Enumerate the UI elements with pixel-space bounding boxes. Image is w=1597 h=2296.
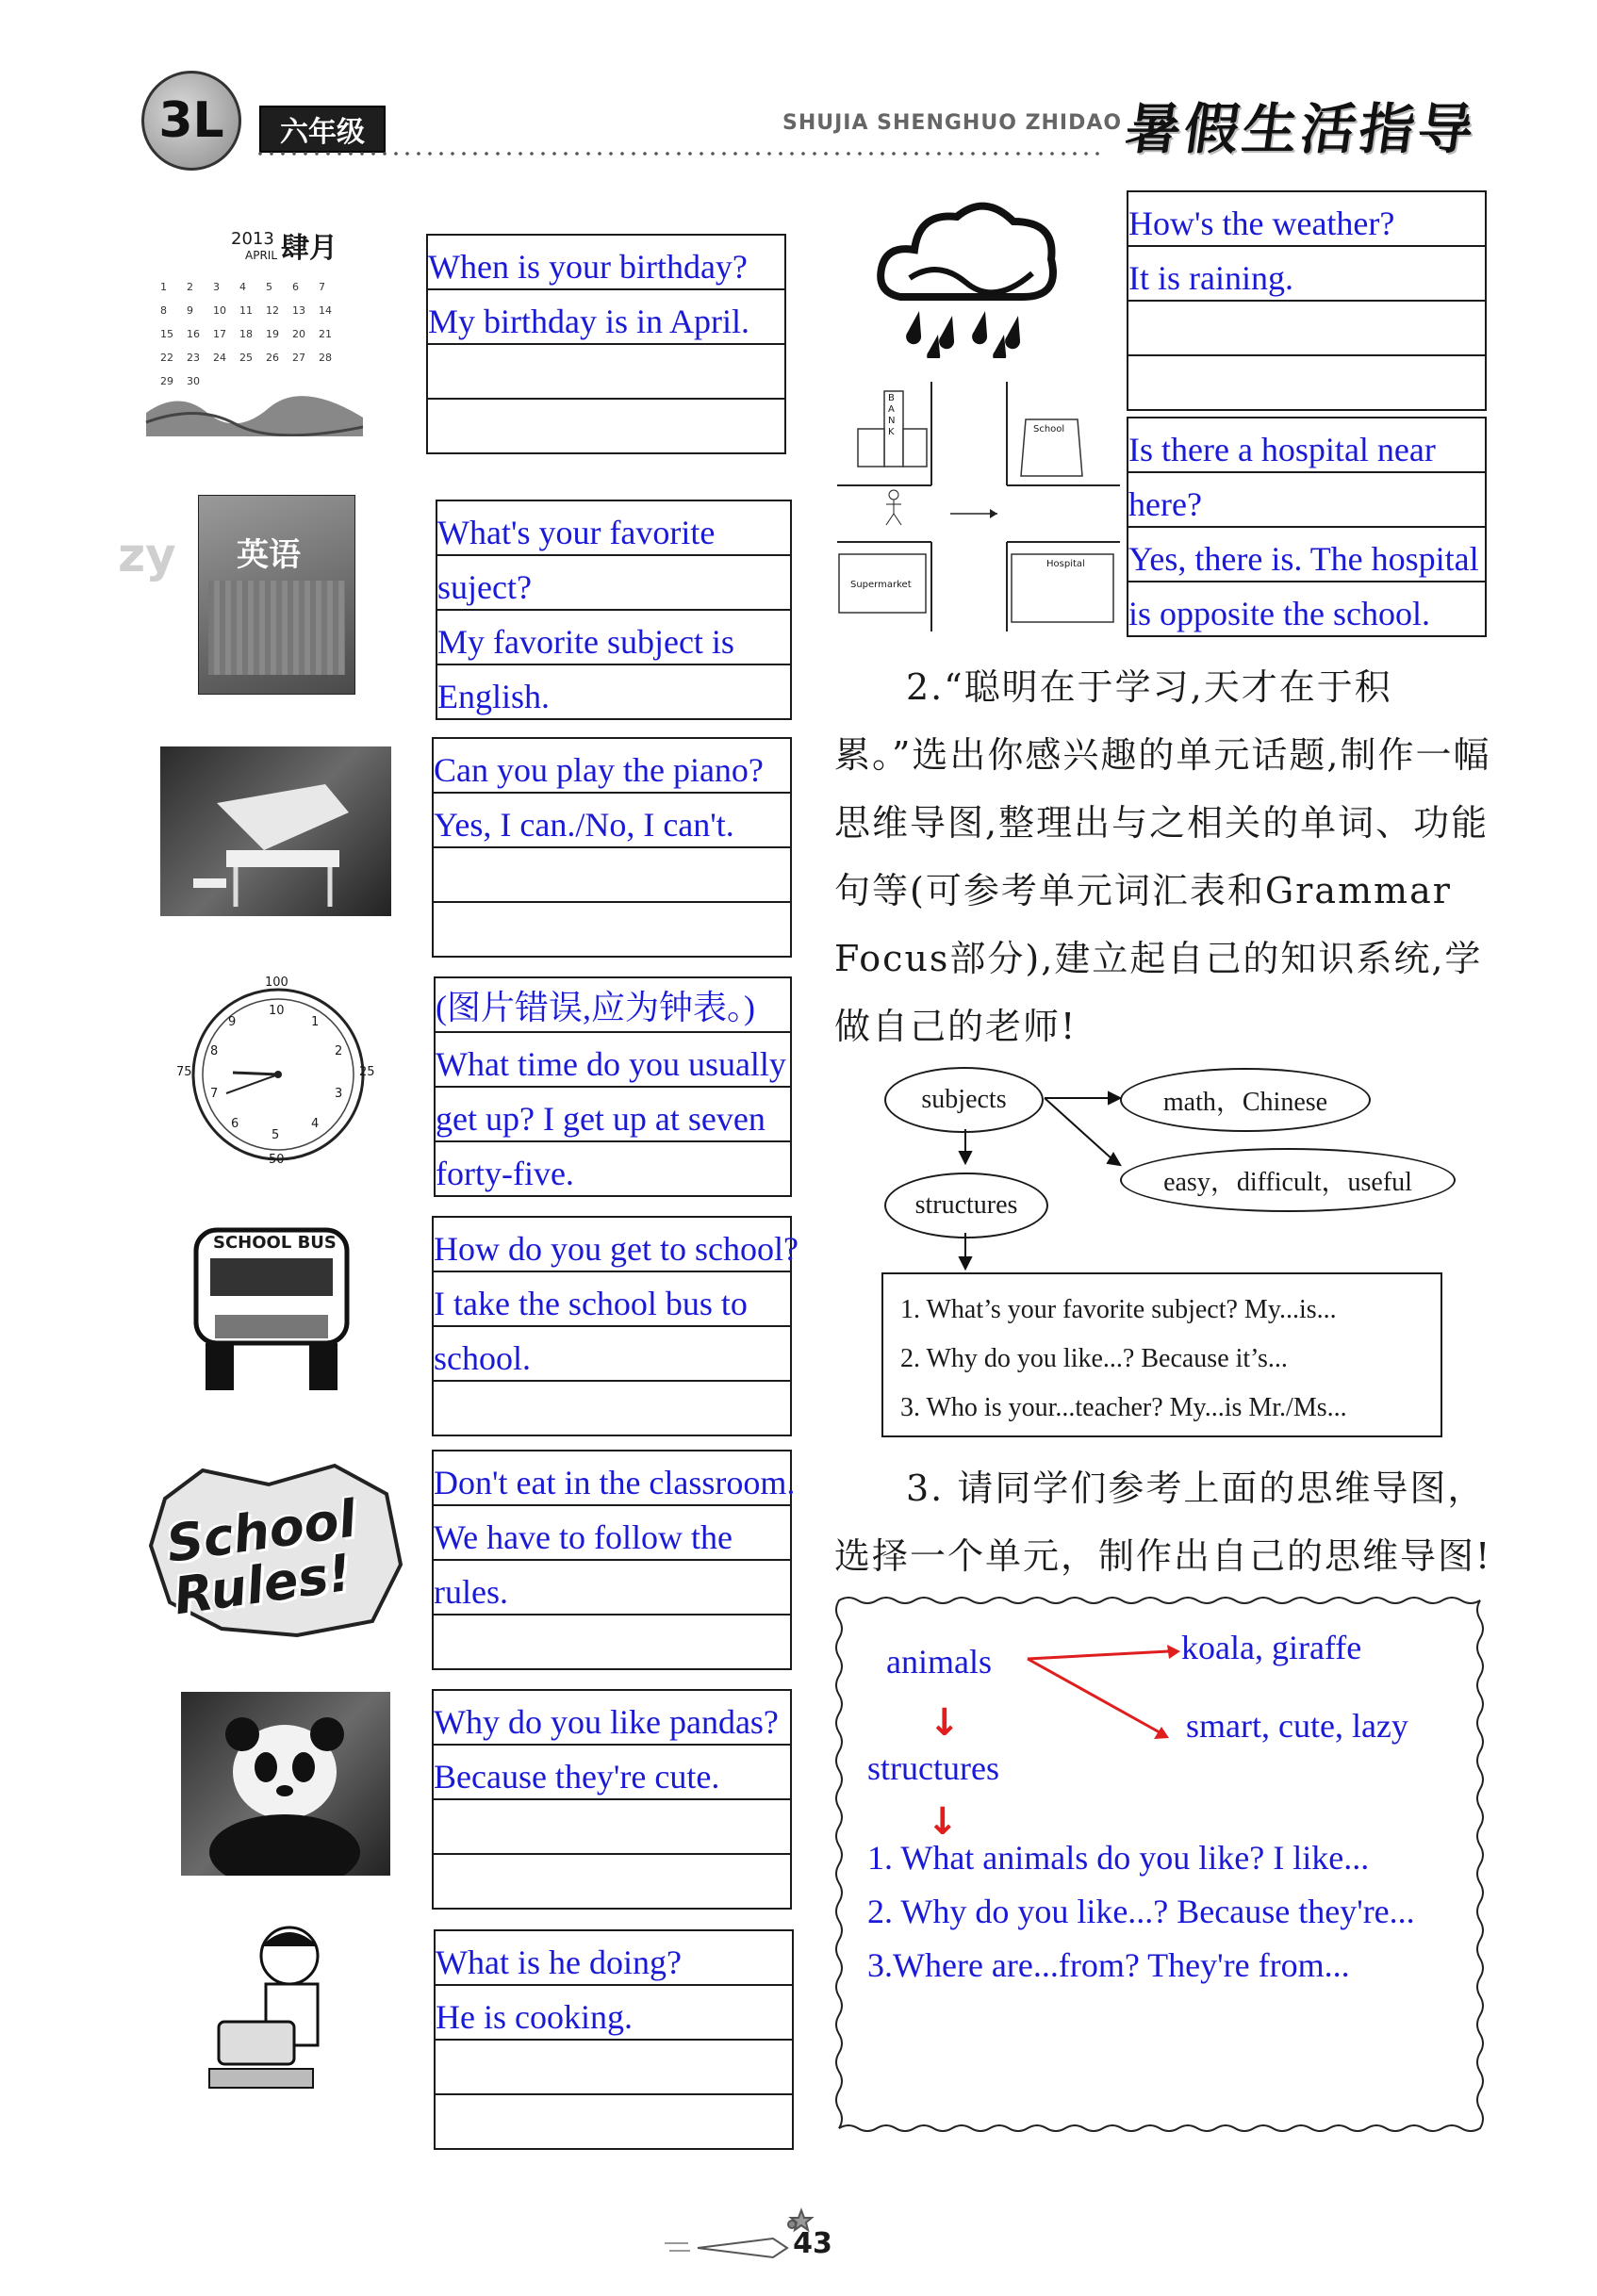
task2-instructions: 2.“聪明在于学习,天才在于积累。”选出你感兴趣的单元话题,制作一幅思维导图,整理出与之相关的单词、功能句等(可参考单元词汇表和Grammar Focus部分),建立起自己的知识系统,学做自己的老师! xyxy=(834,666,1491,1047)
structure-line: 1. What’s your favorite subject? My...is... xyxy=(900,1295,1337,1324)
answer-line: How's the weather? xyxy=(1128,205,1395,242)
svg-text:3: 3 xyxy=(213,281,220,293)
series-logo: 3L xyxy=(141,71,241,171)
answer-line: is opposite the school. xyxy=(1128,595,1430,632)
mindmap-structure-line: 3.Where are...from? They're from... xyxy=(867,1946,1350,1984)
answer-line: Can you play the piano? xyxy=(434,751,764,789)
svg-text:16: 16 xyxy=(187,328,200,340)
cooking-boy-picture xyxy=(200,1909,360,2107)
calendar-month: 肆月 xyxy=(281,232,338,265)
answer-line: English. xyxy=(437,678,551,715)
clock-label: 8 xyxy=(210,1044,219,1058)
textbook-title: 英语 xyxy=(237,536,301,574)
mindmap-structure-line: 2. Why do you like...? Because they're... xyxy=(867,1893,1415,1930)
textbook-cover-art xyxy=(208,581,345,675)
structure-line: 2. Why do you like...? Because it’s... xyxy=(900,1344,1288,1373)
svg-text:5: 5 xyxy=(266,281,272,293)
series-title: 暑假生活指导 xyxy=(1121,97,1482,161)
mindmap-structure-line: 1. What animals do you like? I like... xyxy=(867,1839,1370,1877)
answer-line: I take the school bus to xyxy=(434,1285,748,1322)
svg-text:11: 11 xyxy=(239,304,253,317)
answer-line: (图片错误,应为钟表。) xyxy=(436,989,755,1026)
panda-picture xyxy=(181,1692,390,1876)
page-number: 43 xyxy=(793,2226,832,2260)
structure-line: 3. Who is your...teacher? My...is Mr./Ms... xyxy=(900,1393,1347,1422)
clock-label: 50 xyxy=(269,1153,285,1167)
answer-line: What's your favorite xyxy=(437,514,716,551)
clock-label: 75 xyxy=(176,1065,192,1079)
svg-text:27: 27 xyxy=(292,352,305,364)
answer-line: Don't eat in the classroom. xyxy=(434,1464,796,1501)
calendar-picture xyxy=(141,224,363,436)
svg-text:29: 29 xyxy=(160,375,173,387)
svg-text:26: 26 xyxy=(266,352,279,364)
answer-box-time xyxy=(434,976,792,1197)
grade-tag: 六年级 xyxy=(259,106,386,153)
map-label-school: School xyxy=(1033,424,1065,435)
answer-line: We have to follow the xyxy=(434,1518,733,1556)
school-bus-picture xyxy=(177,1211,366,1400)
student-mindmap-arrows xyxy=(1018,1631,1188,1744)
svg-text:17: 17 xyxy=(213,328,226,340)
mindmap-animals: animals xyxy=(886,1643,992,1681)
svg-text:23: 23 xyxy=(187,352,200,364)
answer-line: Why do you like pandas? xyxy=(434,1703,779,1741)
piano-picture xyxy=(160,746,391,916)
answer-line: rules. xyxy=(434,1573,508,1611)
clock-label: 6 xyxy=(231,1117,239,1131)
answer-line: My favorite subject is xyxy=(437,623,734,661)
answer-box-favorite-subject xyxy=(436,500,792,720)
clock-label: 7 xyxy=(210,1087,219,1101)
svg-text:2: 2 xyxy=(187,281,193,293)
answer-line: He is cooking. xyxy=(436,1998,633,2036)
svg-text:19: 19 xyxy=(266,328,279,340)
svg-text:4: 4 xyxy=(239,281,246,293)
oval-subjects: subjects xyxy=(884,1067,1044,1133)
svg-text:20: 20 xyxy=(292,328,305,340)
school-rules-sign: School Rules! xyxy=(162,1488,360,1627)
map-label-hospital: Hospital xyxy=(1046,559,1085,569)
svg-text:6: 6 xyxy=(292,281,299,293)
oval-structures: structures xyxy=(884,1173,1048,1238)
answer-line: Yes, there is. The hospital xyxy=(1128,540,1479,578)
svg-text:8: 8 xyxy=(160,304,167,317)
svg-text:10: 10 xyxy=(213,304,226,317)
svg-text:25: 25 xyxy=(239,352,253,364)
answer-line: Because they're cute. xyxy=(434,1758,720,1796)
answer-box-hospital xyxy=(1127,417,1487,637)
clock-label: 1 xyxy=(311,1015,320,1029)
school-rules-picture xyxy=(146,1461,405,1640)
map-label-supermarket: Supermarket xyxy=(850,580,912,590)
mindmap-smart-cute-lazy: smart, cute, lazy xyxy=(1186,1707,1408,1745)
svg-text:7: 7 xyxy=(319,281,325,293)
mindmap-structures: structures xyxy=(867,1749,999,1787)
answer-line: get up? I get up at seven xyxy=(436,1100,766,1138)
calendar-year: 2013 xyxy=(231,229,274,249)
clock-label: 9 xyxy=(228,1015,237,1029)
bus-label: SCHOOL BUS xyxy=(213,1233,337,1253)
svg-text:1: 1 xyxy=(160,281,167,293)
answer-box-pandas xyxy=(432,1689,792,1910)
answer-box-rules xyxy=(432,1450,796,1670)
svg-text:28: 28 xyxy=(319,352,332,364)
calendar-month-en: APRIL xyxy=(245,249,278,262)
answer-line: What is he doing? xyxy=(436,1943,682,1981)
red-down-arrow-icon: ↓ xyxy=(929,1701,961,1745)
answer-line: Yes, I can./No, I can't. xyxy=(434,806,734,844)
answer-line: forty-five. xyxy=(436,1155,574,1192)
oval-easy-difficult: easy，difficult，useful xyxy=(1120,1148,1456,1212)
answer-box-birthday xyxy=(426,234,786,454)
map-label-bank: B A N K xyxy=(888,393,896,437)
rain-cloud-picture xyxy=(872,193,1065,358)
mindmap-koala-giraffe: koala, giraffe xyxy=(1181,1629,1362,1666)
answer-box-piano xyxy=(432,737,792,958)
svg-text:14: 14 xyxy=(319,304,332,317)
answer-box-weather xyxy=(1127,190,1487,411)
svg-text:13: 13 xyxy=(292,304,305,317)
svg-text:21: 21 xyxy=(319,328,332,340)
english-textbook-picture xyxy=(198,495,355,695)
oval-math-chinese: math，Chinese xyxy=(1120,1068,1371,1132)
answer-line: My birthday is in April. xyxy=(428,303,749,340)
clock-label: 4 xyxy=(311,1117,320,1131)
svg-text:22: 22 xyxy=(160,352,173,364)
svg-text:12: 12 xyxy=(266,304,279,317)
clock-picture xyxy=(174,976,382,1169)
svg-text:30: 30 xyxy=(187,375,200,387)
answer-line: How do you get to school? xyxy=(434,1230,798,1268)
answer-box-doing xyxy=(434,1929,794,2150)
answer-line: suject? xyxy=(437,568,532,606)
header-dotted-line xyxy=(255,151,1103,156)
task3-instructions: 3. 请同学们参考上面的思维导图，选择一个单元，制作出自己的思维导图! xyxy=(834,1468,1492,1577)
clock-label: 5 xyxy=(272,1128,280,1142)
answer-line: It is raining. xyxy=(1128,259,1293,297)
svg-text:15: 15 xyxy=(160,328,173,340)
clock-label: 2 xyxy=(335,1044,343,1058)
answer-line: When is your birthday? xyxy=(428,248,748,286)
clock-label: 10 xyxy=(269,1004,285,1018)
answer-line: school. xyxy=(434,1339,531,1377)
svg-text:18: 18 xyxy=(239,328,253,340)
answer-line: What time do you usually xyxy=(436,1045,786,1083)
clock-label: 100 xyxy=(265,976,288,990)
svg-text:24: 24 xyxy=(213,352,226,364)
red-down-arrow-icon: ↓ xyxy=(927,1800,959,1844)
series-pinyin: SHUJIA SHENGHUO ZHIDAO xyxy=(782,111,1123,135)
clock-label: 25 xyxy=(359,1065,375,1079)
street-map-picture xyxy=(837,382,1120,631)
answer-box-transport xyxy=(432,1216,798,1436)
clock-label: 3 xyxy=(335,1087,343,1101)
svg-text:9: 9 xyxy=(187,304,193,317)
answer-line: here? xyxy=(1128,485,1202,523)
watermark: zy xyxy=(118,528,176,582)
example-structures-box xyxy=(881,1272,1442,1437)
answer-line: Is there a hospital near xyxy=(1128,431,1436,468)
